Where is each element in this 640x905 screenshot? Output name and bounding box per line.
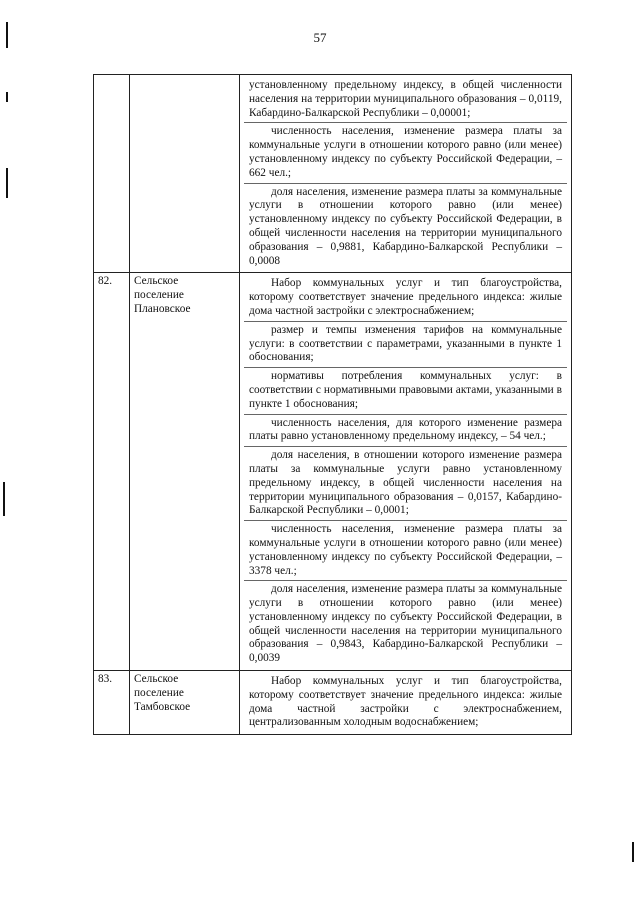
description-paragraph: Набор коммунальных услуг и тип благоустройства, которому соответствует значение предельного индекса: жилые дома частной застройки с электроснабжением;	[249, 277, 562, 317]
table-row	[94, 671, 572, 735]
document-table	[93, 74, 572, 735]
settlement-name	[130, 273, 240, 671]
description-cell	[240, 671, 572, 735]
row-number: 82.	[94, 273, 130, 671]
description-paragraph: Набор коммунальных услуг и тип благоустройства, которому соответствует значение предельного индекса: жилые дома частной застройки с электроснабжением, централизованным холодным водоснабжением;	[249, 675, 562, 729]
description-paragraph: доля населения, в отношении которого изменение размера платы за коммунальные услуги равно установленному предельному индексу, в общей численности населения на территории муниципального образования – 0,0157, Кабардино-Балкарской Республики – 0,0001;	[244, 446, 567, 520]
settlement-name-line: поселение	[134, 289, 184, 302]
description-paragraph: размер и темпы изменения тарифов на коммунальные услуги: в соответствии с параметрами, указанными в пункте 1 обоснования;	[244, 321, 567, 367]
settlement-name-line: поселение	[134, 686, 184, 699]
description-paragraph: доля населения, изменение размера платы за коммунальные услуги в отношении которого равно (или менее) установленному индексу по субъекту Российской Федерации, в общей численности населения на территории муниципального образования – 0,9843, Кабардино-Балкарской Республики – 0,0039	[244, 580, 567, 668]
description-paragraph: установленному предельному индексу, в общей численности населения на территории муниципального образования – 0,0119, Кабардино-Балкарской Республики – 0,00001;	[249, 79, 562, 119]
description-paragraph: численность населения, изменение размера платы за коммунальные услуги в отношении которого равно (или менее) установленному индексу по субъекту Российской Федерации, – 3378 чел.;	[244, 520, 567, 580]
row-number: 83.	[94, 671, 130, 735]
page-number: 57	[313, 30, 327, 45]
settlement-name	[130, 671, 240, 735]
scan-mark	[6, 22, 8, 48]
scan-mark	[632, 842, 634, 862]
description-paragraph: численность населения, для которого изменение размера платы равно установленному предельному индексу, – 54 чел.;	[244, 414, 567, 447]
description-cell	[240, 75, 572, 273]
scan-mark	[6, 168, 8, 198]
row-number	[94, 75, 130, 273]
scan-mark	[3, 482, 5, 516]
scan-mark	[6, 92, 8, 102]
table-row	[94, 75, 572, 273]
settlement-name-line: Плановское	[134, 302, 191, 315]
settlement-name-line: Сельское	[134, 673, 179, 686]
settlement-name	[130, 75, 240, 273]
description-paragraph: доля населения, изменение размера платы за коммунальные услуги в отношении которого равно (или менее) установленному индексу по субъекту Российской Федерации, в общей численности населения на территории муниципального образования – 0,9881, Кабардино-Балкарской Республики – 0,0008	[244, 183, 567, 271]
table-row	[94, 273, 572, 671]
settlement-name-line: Тамбовское	[134, 700, 191, 713]
description-cell	[240, 273, 572, 671]
description-paragraph: нормативы потребления коммунальных услуг: в соответствии с нормативными правовыми актами, указанными в пункте 1 обоснования;	[244, 367, 567, 413]
settlement-name-line: Сельское	[134, 275, 179, 288]
description-paragraph: численность населения, изменение размера платы за коммунальные услуги в отношении которого равно (или менее) установленному индексу по субъекту Российской Федерации, – 662 чел.;	[244, 122, 567, 182]
